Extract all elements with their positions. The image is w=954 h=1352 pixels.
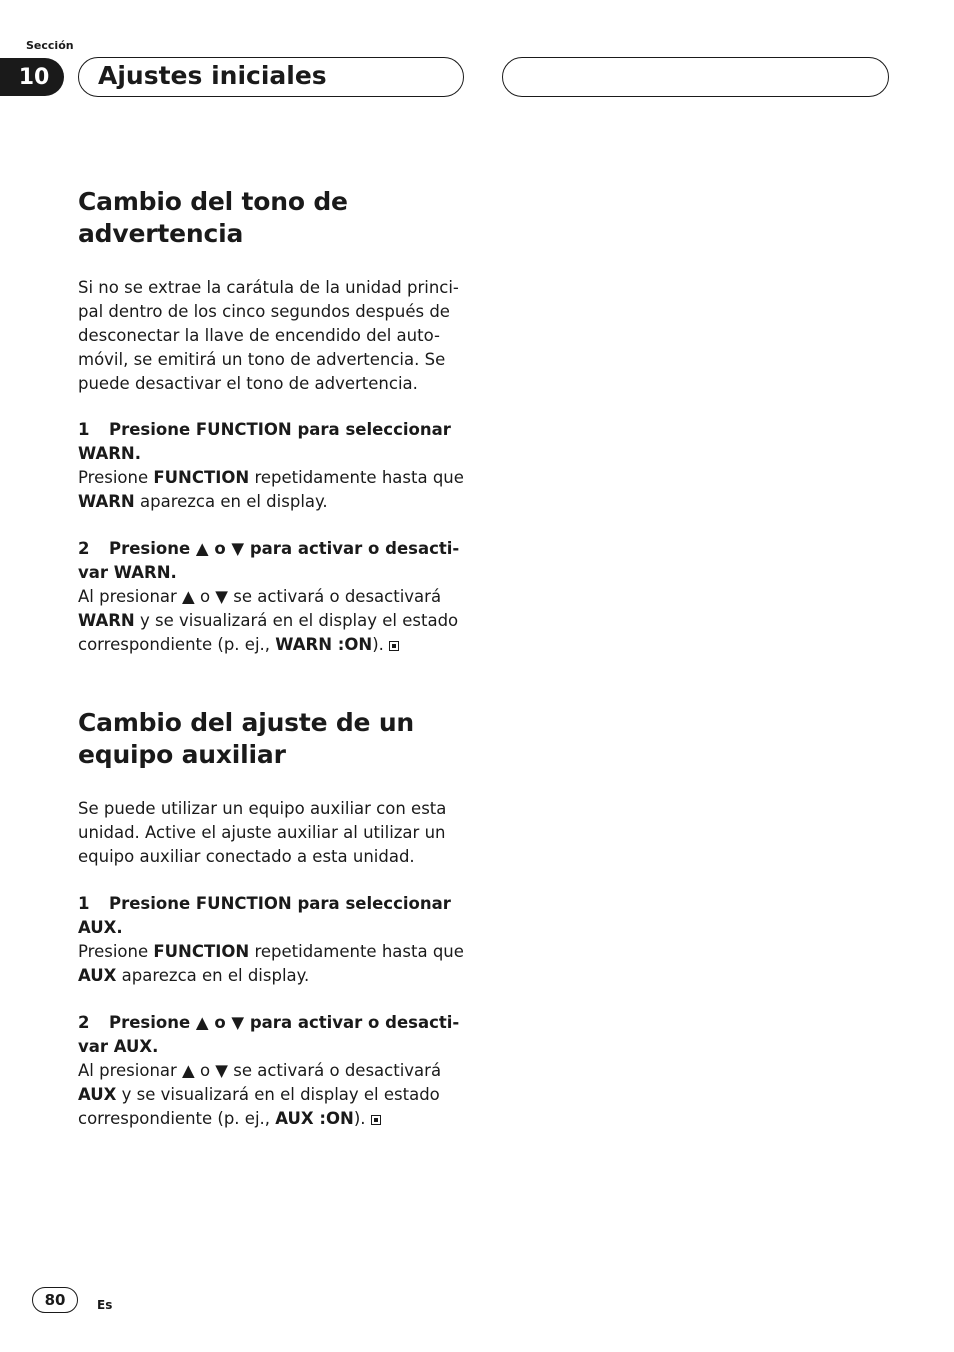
end-of-section-icon	[371, 1115, 381, 1125]
section-number-badge: 10	[0, 58, 64, 96]
section-title: Ajustes iniciales	[98, 61, 327, 90]
section-heading: Cambio del tono de advertencia	[78, 187, 348, 248]
step-2-heading: 2 Presione ▲ o ▼ para activar o desacti- var WARN.	[78, 539, 460, 582]
step-2-body: Al presionar ▲ o ▼ se activará o desactivará AUX y se visualizará en el display el estado correspondiente (p. ej., AUX :ON).	[78, 1061, 442, 1128]
section-label: Sección	[26, 39, 74, 52]
step-1-body: Presione FUNCTION repetidamente hasta que AUX aparezca en el display.	[78, 942, 464, 985]
step-1-heading: 1 Presione FUNCTION para seleccionar WARN.	[78, 420, 451, 463]
section-heading: Cambio del ajuste de un equipo auxiliar	[78, 708, 415, 769]
step-2-heading: 2 Presione ▲ o ▼ para activar o desacti- var AUX.	[78, 1013, 460, 1056]
section-auxiliary	[78, 707, 468, 1131]
intro-paragraph: Se puede utilizar un equipo auxiliar con esta unidad. Active el ajuste auxiliar al utilizar un equipo auxiliar conectado a esta unidad.	[78, 799, 447, 866]
language-code: Es	[97, 1298, 113, 1312]
header-empty-frame	[502, 57, 889, 97]
section-warning-tone	[78, 186, 468, 657]
intro-paragraph: Si no se extrae la carátula de la unidad princi- pal dentro de los cinco segundos después de desconectar la llave de encendido del auto- móvil, se emitirá un tono de advertencia. Se puede desactivar el tono de advertencia.	[78, 278, 459, 393]
end-of-section-icon	[389, 641, 399, 651]
step-1-body: Presione FUNCTION repetidamente hasta que WARN aparezca en el display.	[78, 468, 464, 511]
step-2-body: Al presionar ▲ o ▼ se activará o desactivará WARN y se visualizará en el display el estado correspondiente (p. ej., WARN :ON).	[78, 587, 459, 654]
page-number: 80	[32, 1287, 78, 1313]
step-1-heading: 1 Presione FUNCTION para seleccionar AUX.	[78, 894, 451, 937]
